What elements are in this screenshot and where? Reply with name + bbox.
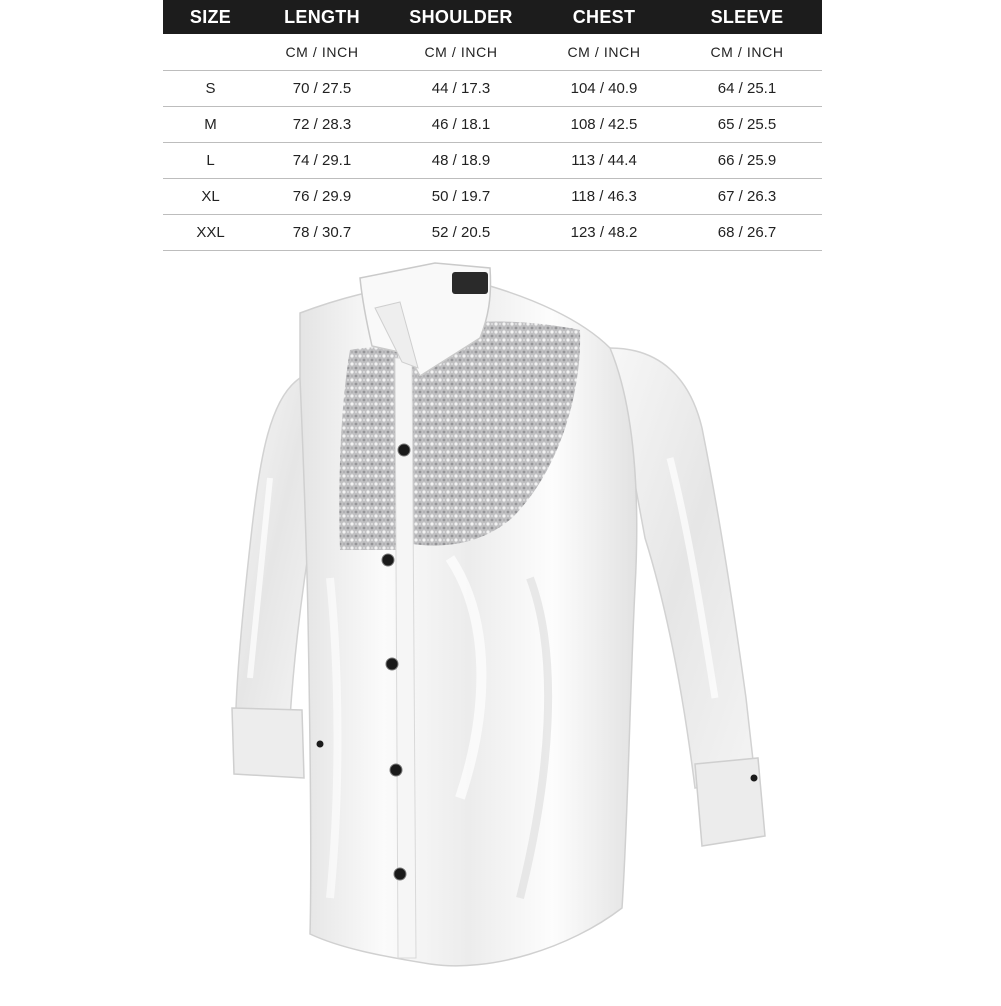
header-size: SIZE: [163, 0, 258, 34]
header-row: [163, 0, 822, 34]
header-sleeve: SLEEVE: [672, 0, 822, 34]
right-cuff: [695, 758, 765, 846]
size-cell: XL: [163, 179, 258, 215]
shirt-illustration: [190, 258, 810, 1001]
chest-cell: 108 / 42.5: [536, 107, 672, 143]
table-row: [163, 143, 822, 179]
table-row: [163, 71, 822, 107]
length-cell: 70 / 27.5: [258, 71, 386, 107]
table-row: [163, 179, 822, 215]
button: [398, 444, 410, 456]
button: [394, 868, 406, 880]
size-cell: XXL: [163, 215, 258, 251]
shoulder-cell: 46 / 18.1: [386, 107, 536, 143]
sleeve-cell: 68 / 26.7: [672, 215, 822, 251]
button: [382, 554, 394, 566]
unit-cell: CM / INCH: [258, 34, 386, 71]
sleeve-cell: 64 / 25.1: [672, 71, 822, 107]
shoulder-cell: 50 / 19.7: [386, 179, 536, 215]
table-row: [163, 215, 822, 251]
chest-cell: 104 / 40.9: [536, 71, 672, 107]
sleeve-cell: 65 / 25.5: [672, 107, 822, 143]
cuff-button: [751, 775, 758, 782]
unit-cell: CM / INCH: [386, 34, 536, 71]
sleeve-cell: 67 / 26.3: [672, 179, 822, 215]
unit-cell: CM / INCH: [536, 34, 672, 71]
chest-cell: 113 / 44.4: [536, 143, 672, 179]
length-cell: 76 / 29.9: [258, 179, 386, 215]
unit-cell: CM / INCH: [672, 34, 822, 71]
size-cell: S: [163, 71, 258, 107]
header-chest: CHEST: [536, 0, 672, 34]
header-length: LENGTH: [258, 0, 386, 34]
units-row: [163, 34, 822, 71]
chest-cell: 118 / 46.3: [536, 179, 672, 215]
button: [390, 764, 402, 776]
shoulder-cell: 52 / 20.5: [386, 215, 536, 251]
size-chart: [163, 0, 822, 251]
table-row: [163, 107, 822, 143]
left-cuff: [232, 708, 304, 778]
length-cell: 78 / 30.7: [258, 215, 386, 251]
unit-cell: [163, 34, 258, 71]
size-cell: L: [163, 143, 258, 179]
size-cell: M: [163, 107, 258, 143]
button: [386, 658, 398, 670]
product-image-shirt: [190, 258, 810, 1001]
shoulder-cell: 44 / 17.3: [386, 71, 536, 107]
length-cell: 74 / 29.1: [258, 143, 386, 179]
size-chart-table: [163, 0, 822, 251]
shoulder-cell: 48 / 18.9: [386, 143, 536, 179]
header-shoulder: SHOULDER: [386, 0, 536, 34]
cuff-button: [317, 741, 324, 748]
chest-cell: 123 / 48.2: [536, 215, 672, 251]
sleeve-cell: 66 / 25.9: [672, 143, 822, 179]
length-cell: 72 / 28.3: [258, 107, 386, 143]
neck-label: [452, 272, 488, 294]
sequin-bib: [339, 347, 402, 550]
